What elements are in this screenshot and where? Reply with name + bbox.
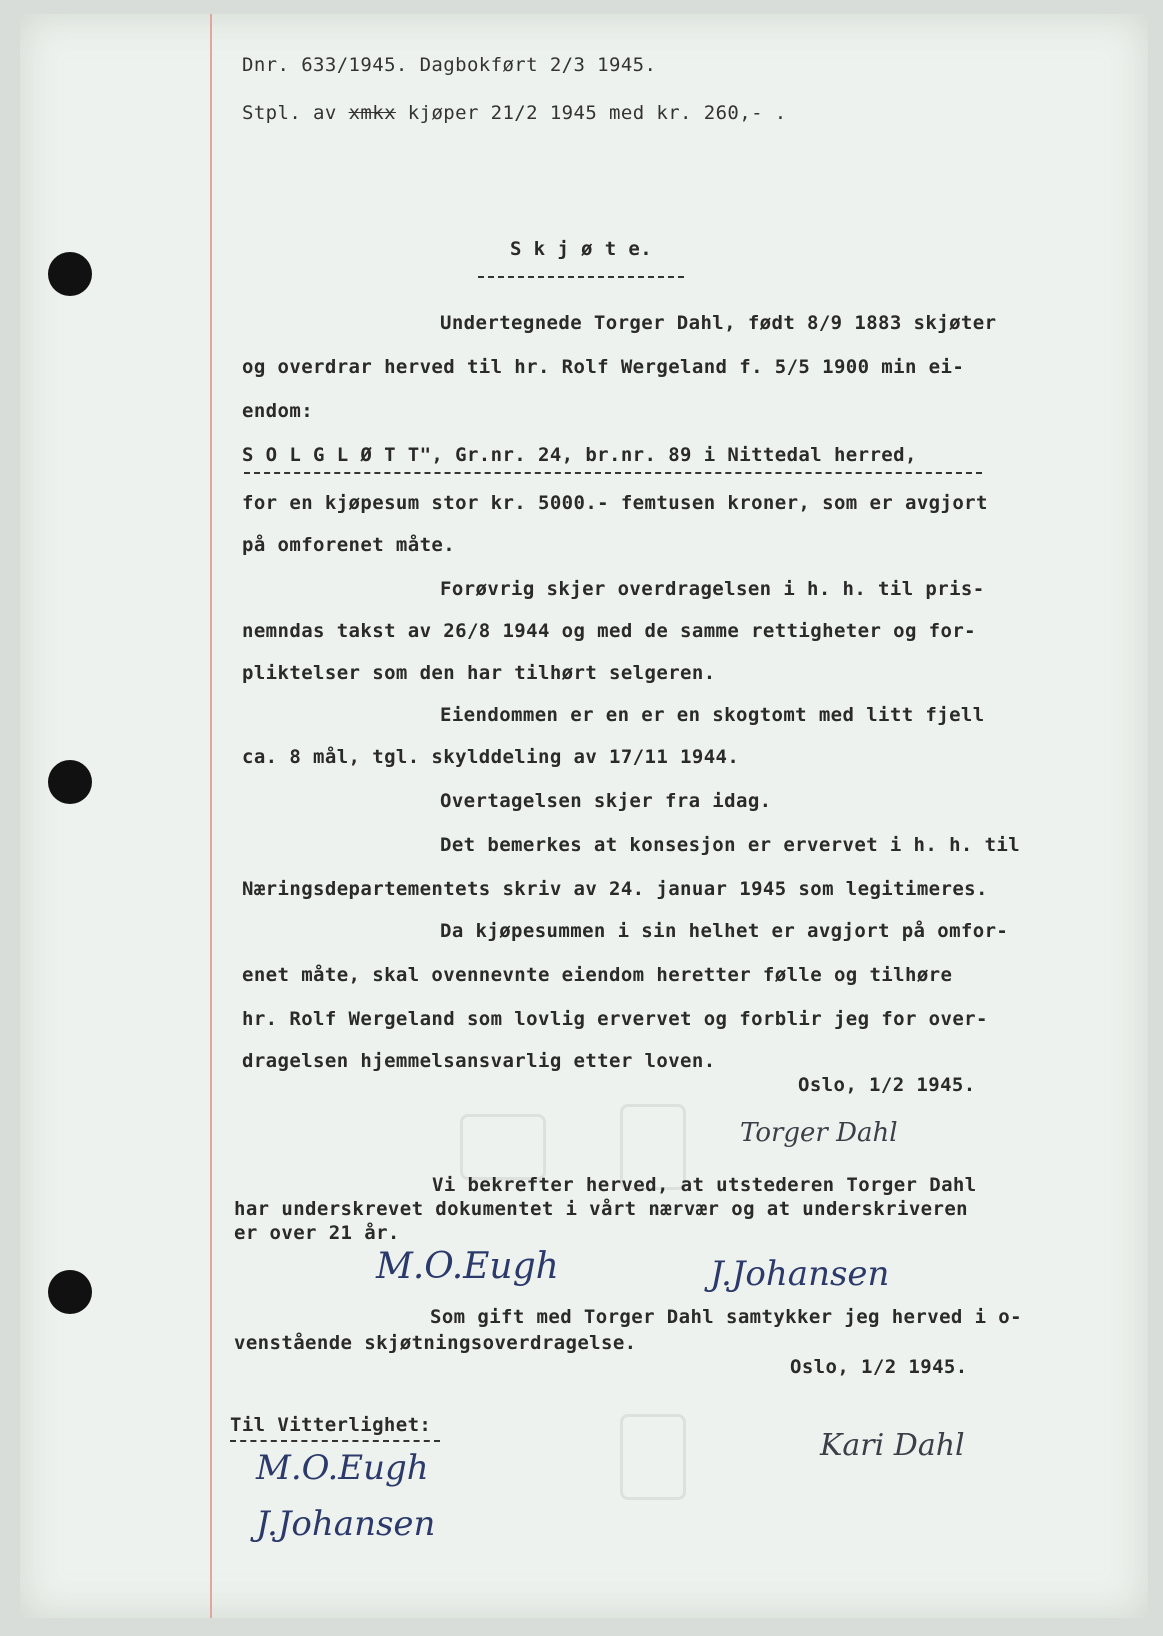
document-page bbox=[20, 14, 1148, 1618]
struck-text: xmkx bbox=[348, 102, 396, 124]
vitterlighet-underline bbox=[230, 1440, 440, 1442]
vitterlighet-signature-1: M.O.Eugh bbox=[256, 1448, 429, 1488]
stamp-duty-line bbox=[242, 102, 787, 124]
witness-line: Vi bekrefter herved, at utstederen Torger Dahl bbox=[432, 1174, 977, 1196]
title-underline bbox=[478, 276, 684, 278]
body-line: Undertegnede Torger Dahl, født 8/9 1883 skjøter bbox=[440, 312, 997, 334]
body-line: Eiendommen er en er en skogtomt med litt fjell bbox=[440, 704, 985, 726]
body-line: pliktelser som den har tilhørt selgeren. bbox=[242, 662, 716, 684]
witness-signature-2: J.Johansen bbox=[710, 1254, 890, 1294]
punch-hole-middle bbox=[48, 760, 92, 804]
consent-line: Som gift med Torger Dahl samtykker jeg herved i o- bbox=[430, 1306, 1022, 1328]
watermark-shape bbox=[460, 1114, 546, 1180]
witness-line: er over 21 år. bbox=[234, 1222, 400, 1244]
document-title: S k j ø t e. bbox=[510, 238, 653, 260]
punch-hole-top bbox=[48, 252, 92, 296]
place-date: Oslo, 1/2 1945. bbox=[798, 1074, 976, 1096]
body-line: Det bemerkes at konsesjon er ervervet i h. h. til bbox=[440, 834, 1021, 856]
body-line: endom: bbox=[242, 400, 314, 422]
vitterlighet-label: Til Vitterlighet: bbox=[230, 1414, 432, 1436]
body-line: Forøvrig skjer overdragelsen i h. h. til pris- bbox=[440, 578, 985, 600]
body-line: og overdrar herved til hr. Rolf Wergeland f. 5/5 1900 min ei- bbox=[242, 356, 965, 378]
body-line: for en kjøpesum stor kr. 5000.- femtusen kroner, som er avgjort bbox=[242, 492, 988, 514]
vitterlighet-signature-2: J.Johansen bbox=[256, 1504, 436, 1544]
body-line: nemndas takst av 26/8 1944 og med de samme rettigheter og for- bbox=[242, 620, 977, 642]
body-line: ca. 8 mål, tgl. skylddeling av 17/11 1944. bbox=[242, 746, 740, 768]
stamp-prefix: Stpl. av bbox=[242, 102, 349, 124]
body-line: Da kjøpesummen i sin helhet er avgjort på omfor- bbox=[440, 920, 1009, 942]
witness-signature-1: M.O.Eugh bbox=[376, 1246, 559, 1287]
body-line: hr. Rolf Wergeland som lovlig ervervet og forblir jeg for over- bbox=[242, 1008, 988, 1030]
body-line: dragelsen hjemmelsansvarlig etter loven. bbox=[242, 1050, 716, 1072]
spouse-signature: Kari Dahl bbox=[820, 1428, 965, 1463]
property-underline bbox=[244, 472, 982, 474]
seller-signature: Torger Dahl bbox=[740, 1118, 898, 1148]
consent-line: venstående skjøtningsoverdragelse. bbox=[234, 1332, 637, 1354]
watermark-shape bbox=[620, 1414, 686, 1500]
body-line: på omforenet måte. bbox=[242, 534, 456, 556]
punch-hole-bottom bbox=[48, 1270, 92, 1314]
body-line: Næringsdepartementets skriv av 24. januar 1945 som legitimeres. bbox=[242, 878, 988, 900]
registration-line: Dnr. 633/1945. Dagbokført 2/3 1945. bbox=[242, 54, 657, 76]
margin-rule bbox=[210, 14, 212, 1618]
place-date: Oslo, 1/2 1945. bbox=[790, 1356, 968, 1378]
body-line: enet måte, skal ovennevnte eiendom heretter følle og tilhøre bbox=[242, 964, 953, 986]
property-line: S O L G L Ø T T", Gr.nr. 24, br.nr. 89 i Nittedal herred, bbox=[242, 444, 917, 466]
stamp-suffix: kjøper 21/2 1945 med kr. 260,- . bbox=[395, 102, 787, 124]
body-line: Overtagelsen skjer fra idag. bbox=[440, 790, 772, 812]
witness-line: har underskrevet dokumentet i vårt nærvær og at underskriveren bbox=[234, 1198, 969, 1220]
